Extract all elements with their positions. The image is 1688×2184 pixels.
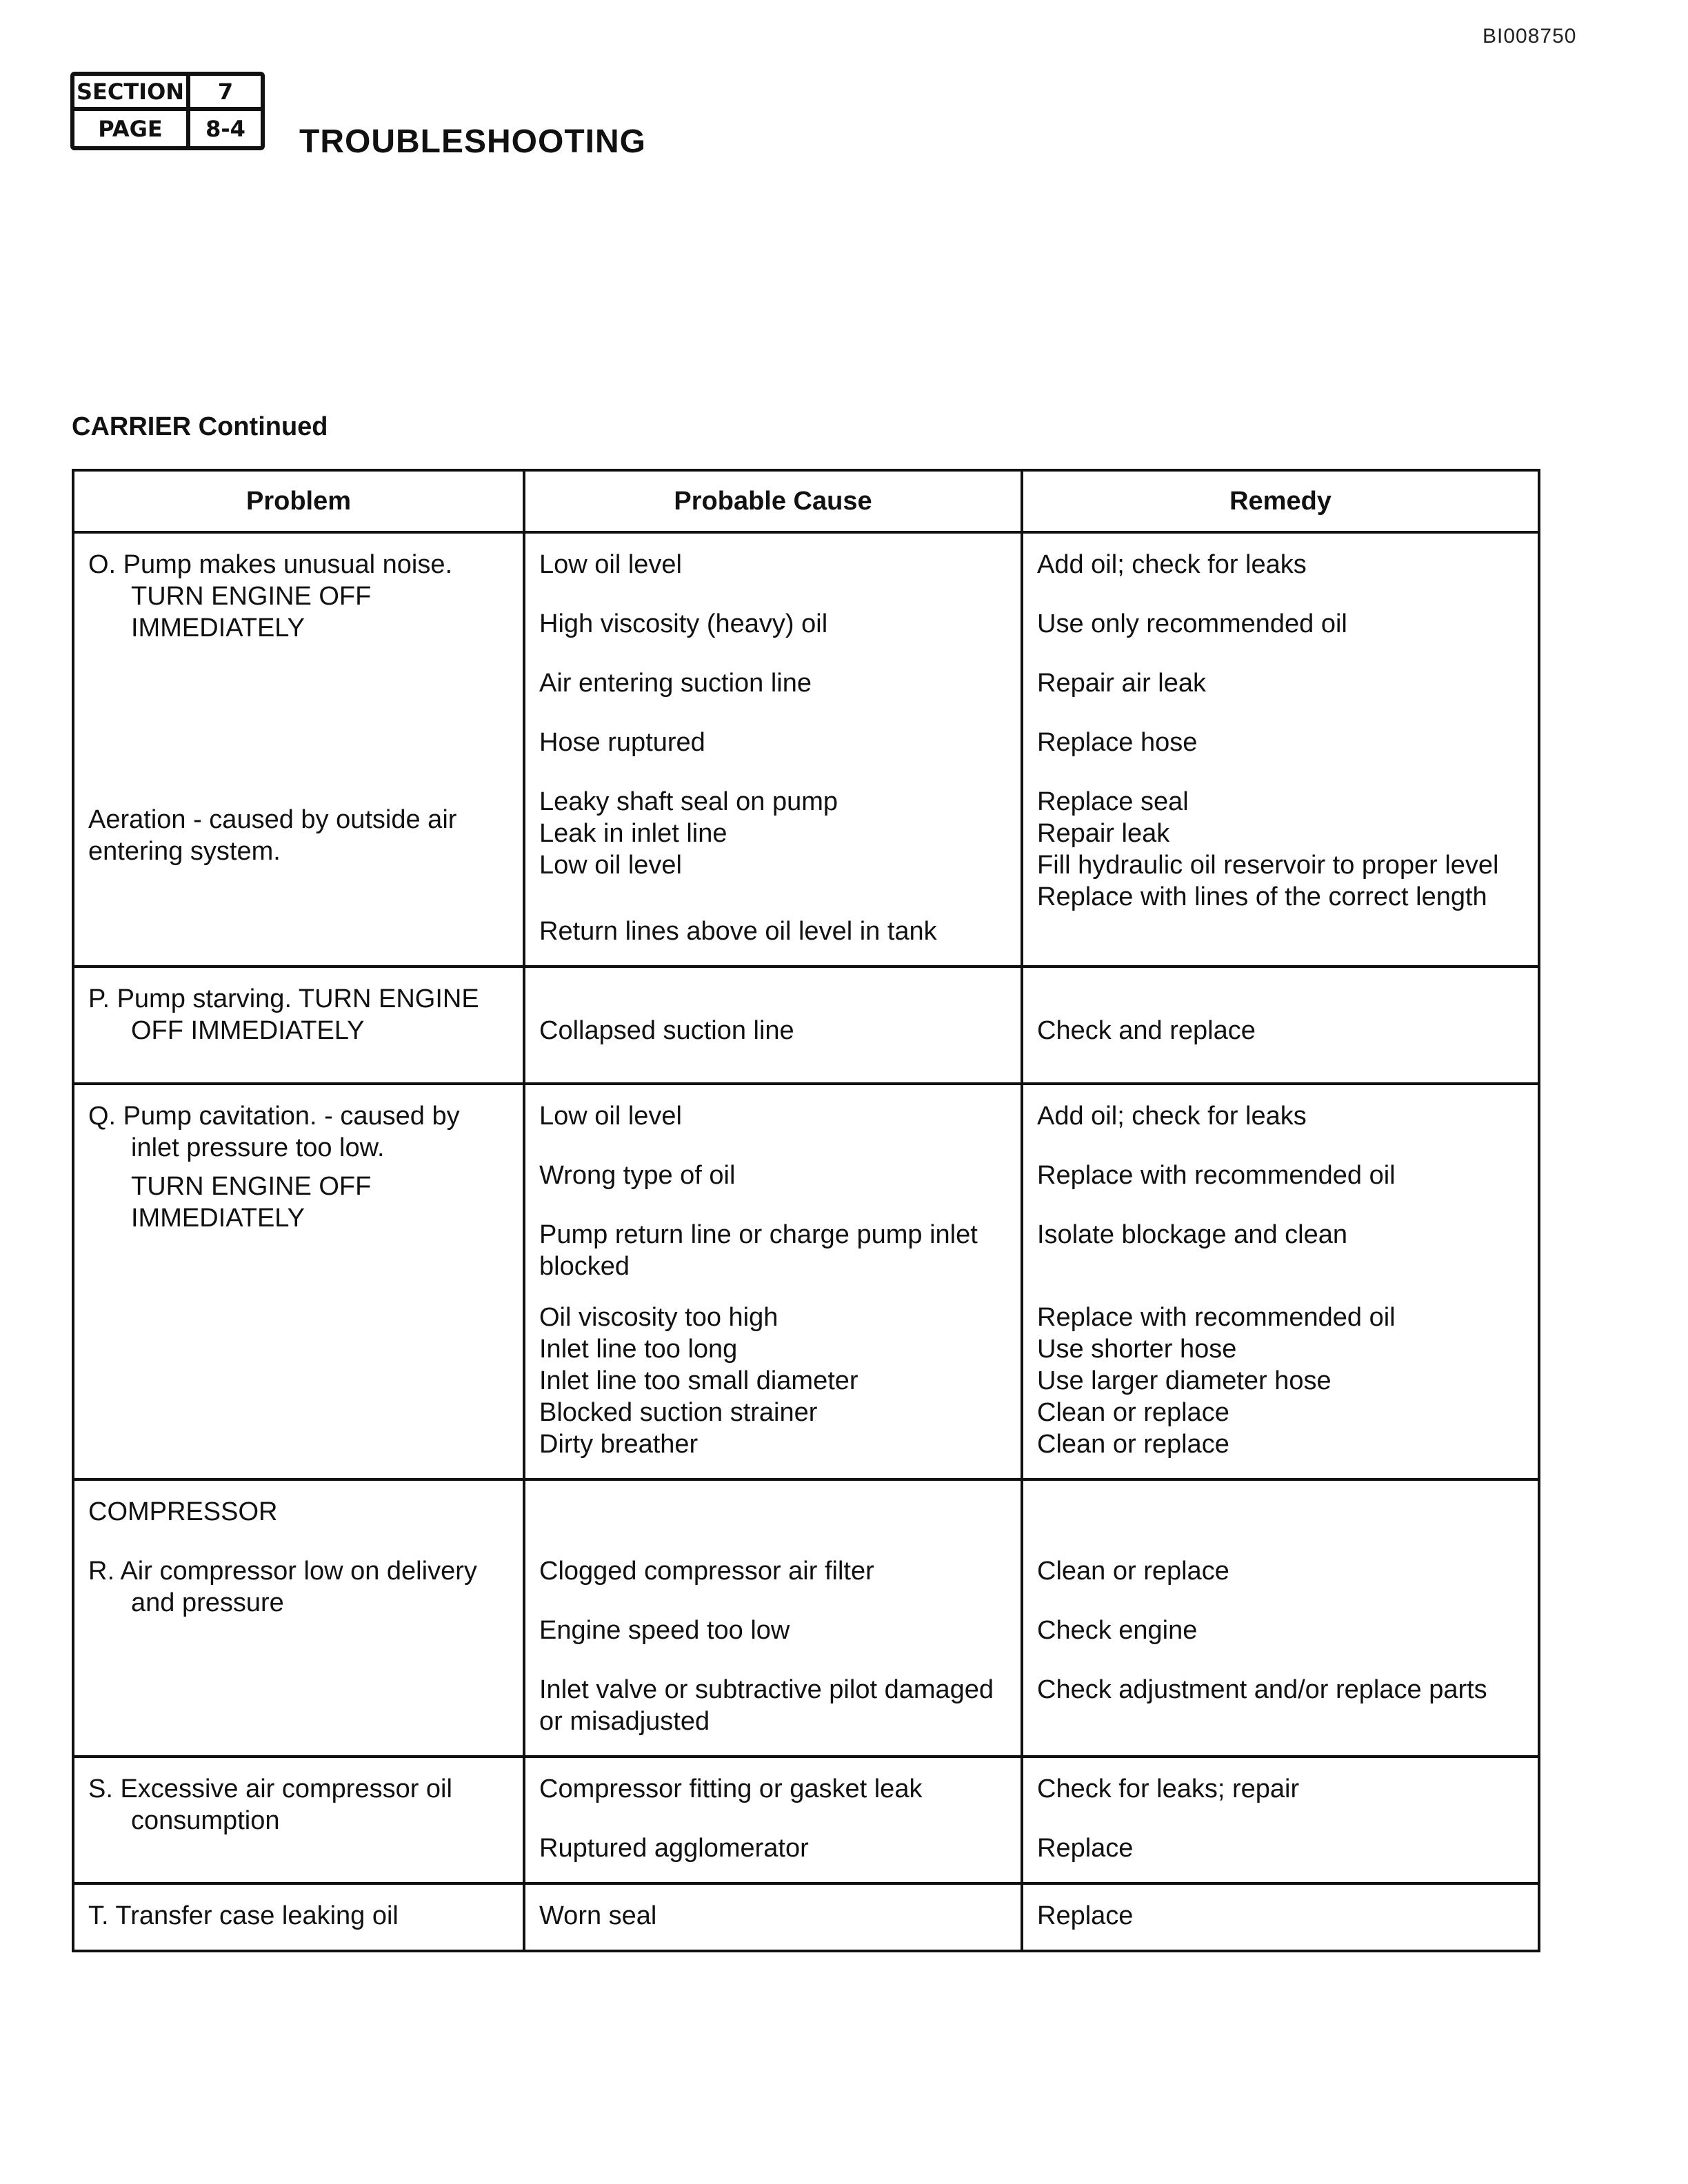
problem-cell [73,1084,524,1479]
remedy-item: Add oil; check for leaks [1037,550,1307,579]
remedy-cell [1022,967,1539,1084]
header-problem: Problem [73,470,524,532]
table-header-row [73,470,1539,532]
cause-item: Return lines above oil level in tank [539,917,937,946]
section-subheading: CARRIER Continued [72,412,328,441]
cause-item: Leaky shaft seal on pump [539,787,838,816]
page-label: PAGE [74,111,190,146]
problem-text: T. Transfer case leaking oil [88,1901,399,1930]
remedy-item: Check engine [1037,1616,1198,1645]
problem-cell [73,967,524,1084]
remedy-item: Replace hose [1037,728,1198,757]
cause-item: Engine speed too low [539,1616,790,1645]
remedy-item: Use shorter hose [1037,1335,1237,1364]
remedy-cell [1022,1084,1539,1479]
remedy-item: Replace with recommended oil [1037,1161,1396,1190]
remedy-item: Replace with lines of the correct length [1037,882,1487,911]
header-probable-cause: Probable Cause [524,470,1022,532]
section-label: SECTION [74,76,190,111]
document-id: BI008750 [1483,25,1577,48]
remedy-item: Repair leak [1037,819,1170,848]
cause-cell [524,1084,1022,1479]
remedy-item: Repair air leak [1037,669,1206,698]
problem-cell [73,1883,524,1951]
table-row-q [73,1084,1539,1479]
page-title: TROUBLESHOOTING [299,123,646,160]
table-row-s [73,1757,1539,1883]
cause-item: Inlet line too small diameter [539,1366,858,1395]
cause-item: Dirty breather [539,1430,699,1459]
problem-text: Q. Pump cavitation. - caused by inlet pressure too low. [88,1102,460,1162]
problem-text: R. Air compressor low on delivery and pressure [88,1557,477,1617]
remedy-item: Clean or replace [1037,1430,1229,1459]
problem-cell [73,532,524,967]
section-number: 7 [190,76,261,111]
cause-item: Hose ruptured [539,728,705,757]
cause-item: Low oil level [539,1102,682,1131]
aeration-text: Aeration - caused by outside air entering system. [88,805,457,866]
cause-item: Wrong type of oil [539,1161,736,1190]
cause-item: Oil viscosity too high [539,1303,778,1332]
cause-cell [524,1479,1022,1757]
cause-item: Inlet valve or subtractive pilot damaged or misadjusted [539,1675,994,1736]
remedy-cell [1022,1479,1539,1757]
cause-item: Worn seal [539,1901,657,1930]
remedy-item: Check for leaks; repair [1037,1775,1300,1803]
problem-text: O. Pump makes unusual noise. TURN ENGINE OFF IMMEDIATELY [88,550,453,643]
cause-item: Clogged compressor air filter [539,1557,874,1586]
problem-warning: TURN ENGINE OFF IMMEDIATELY [131,1172,372,1233]
table-row-p [73,967,1539,1084]
cause-item: Compressor fitting or gasket leak [539,1775,923,1803]
remedy-item: Check adjustment and/or replace parts [1037,1675,1487,1704]
remedy-item: Replace with recommended oil [1037,1303,1396,1332]
table-row-o [73,532,1539,967]
cause-cell [524,967,1022,1084]
remedy-item: Clean or replace [1037,1557,1229,1586]
cause-item: Collapsed suction line [539,1016,794,1045]
cause-cell [524,1883,1022,1951]
cause-cell [524,532,1022,967]
cause-item: Air entering suction line [539,669,812,698]
cause-item: Low oil level [539,550,682,579]
table-row-t [73,1883,1539,1951]
cause-item: Leak in inlet line [539,819,727,848]
problem-text: S. Excessive air compressor oil consumption [88,1775,452,1835]
remedy-item: Replace [1037,1901,1134,1930]
table-row-r [73,1479,1539,1757]
remedy-item: Use only recommended oil [1037,609,1347,638]
problem-cell [73,1479,524,1757]
remedy-item: Add oil; check for leaks [1037,1102,1307,1131]
section-page-box [70,72,265,150]
cause-item: Inlet line too long [539,1335,738,1364]
cause-item: Blocked suction strainer [539,1398,818,1427]
header-remedy: Remedy [1022,470,1539,532]
remedy-item: Replace [1037,1834,1134,1863]
cause-item: Low oil level [539,851,682,880]
cause-item: Ruptured agglomerator [539,1834,809,1863]
problem-text: P. Pump starving. TURN ENGINE OFF IMMEDIATELY [88,984,479,1045]
page-number: 8-4 [205,115,245,142]
remedy-item: Use larger diameter hose [1037,1366,1332,1395]
remedy-item: Clean or replace [1037,1398,1229,1427]
cause-cell [524,1757,1022,1883]
remedy-cell [1022,532,1539,967]
remedy-cell [1022,1883,1539,1951]
remedy-item: Replace seal [1037,787,1189,816]
cause-item: High viscosity (heavy) oil [539,609,828,638]
group-label: COMPRESSOR [88,1497,278,1526]
troubleshooting-table [72,469,1540,1952]
cause-item: Pump return line or charge pump inlet blocked [539,1220,978,1281]
remedy-item: Isolate blockage and clean [1037,1220,1347,1249]
remedy-item: Check and replace [1037,1016,1256,1045]
remedy-cell [1022,1757,1539,1883]
problem-cell [73,1757,524,1883]
remedy-item: Fill hydraulic oil reservoir to proper level [1037,851,1499,880]
